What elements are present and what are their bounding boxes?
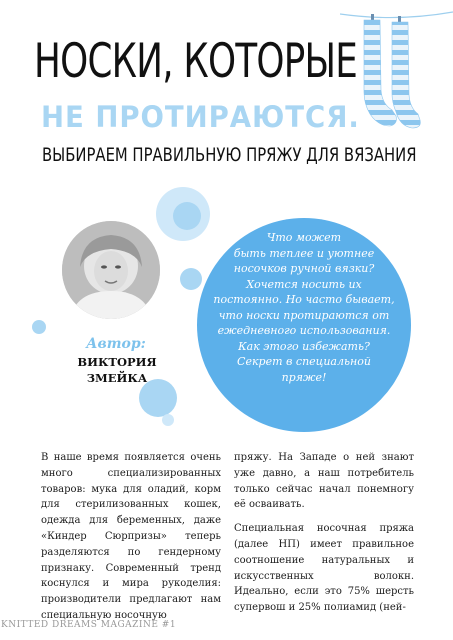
author-name-line1: ВИКТОРИЯ xyxy=(77,355,157,369)
article-title: НОСКИ, КОТОРЫЕ xyxy=(34,34,358,89)
quote-line: Что может xyxy=(266,231,342,244)
author-name xyxy=(68,354,166,386)
body-column-left xyxy=(41,450,221,632)
article-subtitle: ВЫБИРАЕМ ПРАВИЛЬНУЮ ПРЯЖУ ДЛЯ ВЯЗАНИЯ xyxy=(42,144,417,166)
body-paragraph: В наше время появляется очень много специализированных товаров: мука для оладий, корм для стерилизованных кошек, одежда для беременных, даже «Киндер Сюрпризы» теперь разделяются по гендерному признаку. Современный тренд коснулся и мира рукоделия: производители предлагают нам специальную носочную xyxy=(41,452,221,621)
quote-line: носочков ручной вязки? xyxy=(233,262,375,275)
body-column-right xyxy=(234,450,414,624)
decor-dot xyxy=(162,414,174,426)
author-photo xyxy=(62,221,160,319)
author-portrait-image xyxy=(62,221,160,319)
hanging-socks-illustration xyxy=(340,0,453,150)
magazine-footer: KNITTED DREAMS MAGAZINE #1 xyxy=(1,620,177,630)
quote-line: быть теплее и уютнее xyxy=(233,246,375,260)
quote-text xyxy=(205,230,403,385)
decor-dot xyxy=(173,202,201,230)
quote-line: постоянно. Но часто бывает, xyxy=(213,293,395,306)
decor-dot xyxy=(32,320,46,334)
quote-line: ежедневного использования. xyxy=(217,324,391,337)
body-paragraph: Специальная носочная пряжа (далее НП) имеет правильное соотношение натуральных и искусственных волокн. Идеально, если это 75% шерсть супервош и 25% полиамид (ней- xyxy=(234,523,414,614)
quote-line: пряже! xyxy=(281,370,327,384)
quote-line: что носки протираются от xyxy=(218,308,390,322)
body-paragraph: пряжу. На Западе о ней знают уже давно, а наш потребитель только сейчас начал понемногу её осваивать. xyxy=(234,452,414,511)
quote-line: Секрет в специальной xyxy=(237,355,371,368)
author-label: Автор: xyxy=(86,336,146,352)
article-title-accent: НЕ ПРОТИРАЮТСЯ. xyxy=(41,100,360,134)
author-name-line2: ЗМЕЙКА xyxy=(86,371,148,385)
decor-dot xyxy=(180,268,202,290)
quote-line: Как этого избежать? xyxy=(238,339,370,353)
quote-line: Хочется носить их xyxy=(246,277,362,291)
